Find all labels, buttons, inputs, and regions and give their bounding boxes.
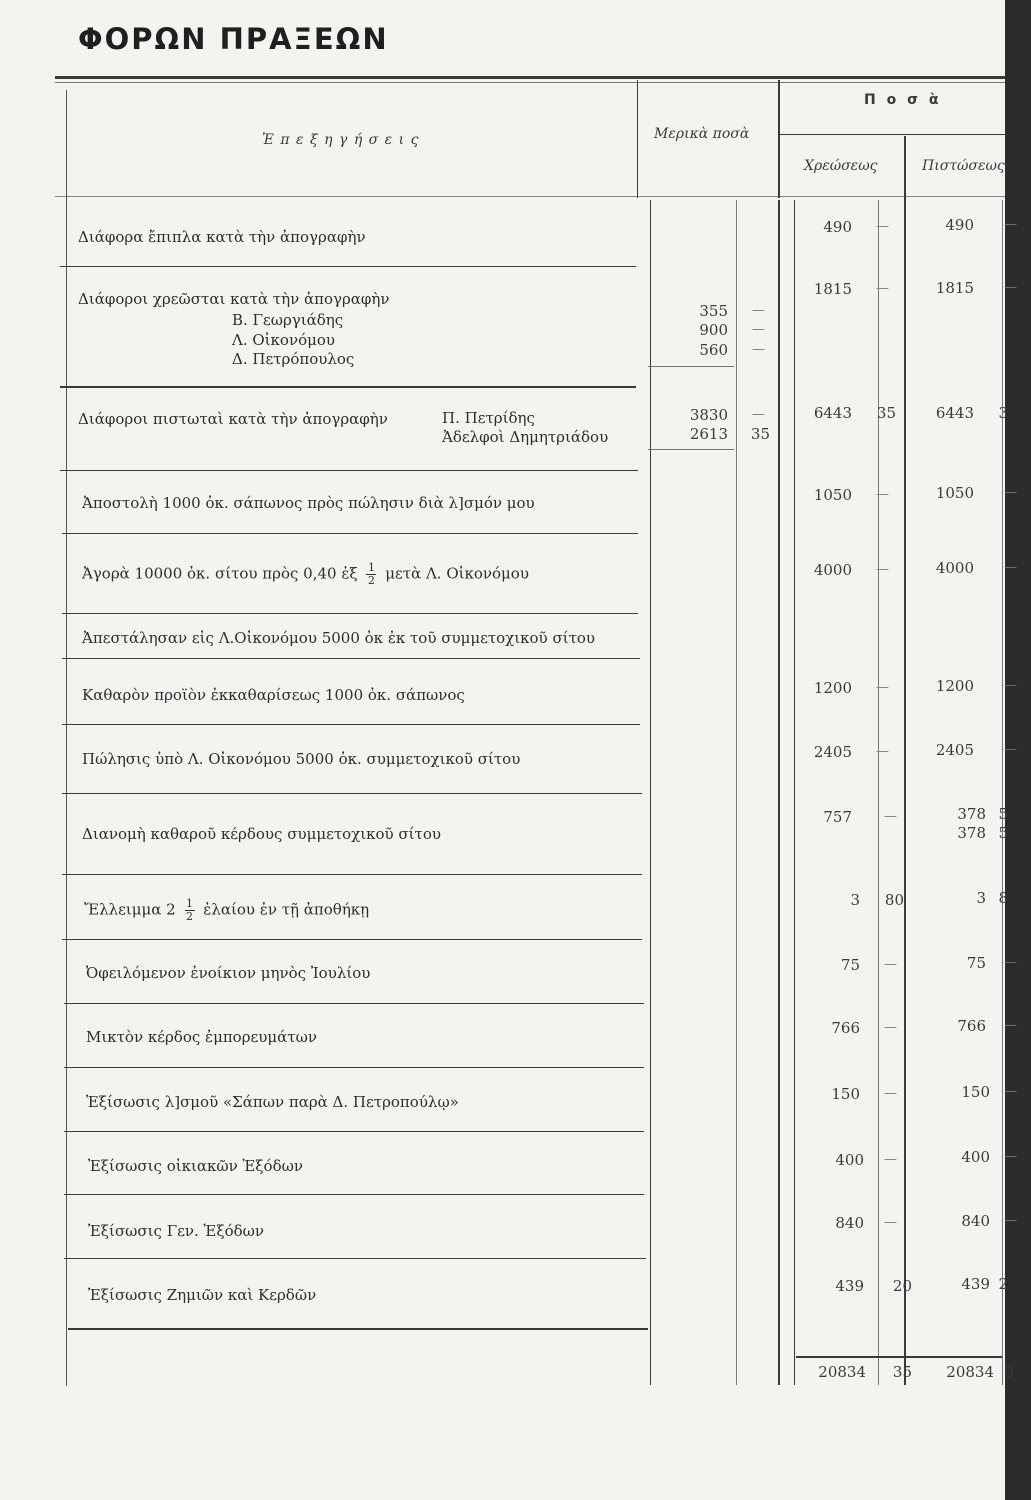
partial-cents: 35 [750,425,770,443]
header-bottom-rule [55,196,1005,197]
partial-amount: 900 [699,321,728,339]
entry-text: Ἀπεστάλησαν εἰς Λ.Οἰκονόμου 5000 ὀκ ἐκ τοῦ συμμετοχικοῦ σίτου [82,629,596,647]
credit-amount: 150 [961,1083,990,1101]
credit-cents: — [1004,560,1017,575]
partial-amount: 560 [699,341,728,359]
credit-amount: 4000 [935,559,974,577]
entry-text-part: Ἔλλειμμα 2 [84,900,176,919]
debit-cents: — [884,1152,897,1167]
credit-amount: 490 [945,216,974,234]
col-partial-right-2 [778,200,780,1385]
entry-text: Πώλησις ὑπὸ Λ. Οἰκονόμου 5000 ὀκ. συμμετοχικοῦ σίτου [82,750,521,768]
partial-amount: 355 [699,302,728,320]
debit-amount: 840 [835,1214,864,1232]
entry-text [84,898,369,923]
credit-cents: 5 [998,824,1008,842]
debit-cents: — [876,680,889,695]
partial-cents: — [752,322,765,337]
credit-amount: 6443 [935,404,974,422]
row-sep [62,874,642,875]
debit-amount: 766 [831,1019,860,1037]
credit-amount: 378 [957,805,986,823]
credit-cents: — [1004,280,1017,295]
credit-cents: — [1004,485,1017,500]
row-sep [62,533,638,534]
entry-text-part: Ἀγορὰ 10000 ὀκ. σίτου πρὸς 0,40 ἐξ [82,564,358,583]
entry-text: Ὀφειλόμενον ἐνοίκιον μηνὸς Ἰουλίου [86,964,371,982]
entry-subline: Π. Πετρίδης [442,409,535,427]
entry-text: Ἐξίσωσις Ζημιῶν καὶ Κερδῶν [88,1286,317,1304]
col-partial-dec [736,200,737,1385]
entry-text [82,562,529,587]
credit-cents: — [1004,955,1017,970]
debit-amount: 75 [840,956,860,974]
header-partial-amounts: Μερικὰ ποσὰ [654,126,750,142]
credit-amount: 439 [961,1275,990,1293]
credit-amount: 1050 [935,484,974,502]
top-rule-thin [55,82,1005,83]
entry-text: Ἐξίσωσις οἰκιακῶν Ἐξόδων [88,1157,303,1175]
row-sep [68,1328,648,1330]
col-partial-right [778,80,780,198]
header-debit: Χρεώσεως [804,158,878,174]
debit-amount: 6443 [813,404,852,422]
partial-cents: — [752,303,765,318]
entry-text: Ἀποστολὴ 1000 ὀκ. σάπωνος πρὸς πώλησιν διὰ λ]σμόν μου [82,494,535,512]
debit-cents: — [884,1215,897,1230]
entry-text: Διάφοροι πιστωταὶ κατὰ τὴν ἀπογραφὴν [78,410,388,428]
row-sep [64,1003,644,1004]
debit-cents: — [884,1086,897,1101]
row-sep [60,470,638,471]
entry-subline: Β. Γεωργιάδης [232,311,344,329]
credit-cents: 8 [998,889,1008,907]
total-credit-cents: 3 [1004,1363,1014,1381]
credit-amount: 2405 [935,741,974,759]
credit-amount: 75 [966,954,986,972]
credit-cents: 2 [998,1275,1008,1293]
partial-cents: — [752,342,765,357]
row-sep [64,1067,644,1068]
row-sep [60,386,636,388]
debit-amount: 150 [831,1085,860,1103]
credit-cents: — [1004,678,1017,693]
header-explanations: Ἐ π ε ξ η γ ή σ ε ι ς [262,132,420,148]
row-sep [62,939,642,940]
row-sep [60,266,636,267]
entry-text: Διανομὴ καθαροῦ κέρδους συμμετοχικοῦ σίτου [82,825,441,843]
fraction-numerator: 1 [367,561,375,574]
entry-subline: Λ. Οἰκονόμου [232,331,336,349]
debit-amount: 490 [823,218,852,236]
debit-amount: 1050 [813,486,852,504]
debit-cents: — [876,219,889,234]
entry-text: Ἐξίσωσις λ]σμοῦ «Σάπων παρὰ Δ. Πετροπούλῳ» [86,1093,459,1111]
page-title: ΦΟΡΩΝ ΠΡΑΞΕΩΝ [78,22,389,56]
col-debit-left [794,200,795,1385]
credit-amount: 378 [957,824,986,842]
row-sep [648,449,734,450]
credit-amount: 3 [976,889,986,907]
col-debit-dec [878,200,879,1385]
partial-cents: — [752,407,765,422]
total-debit-cents: 35 [892,1363,912,1381]
row-sep [62,613,638,614]
entry-text-part: ἐλαίου ἐν τῇ ἀποθήκῃ [203,900,370,919]
debit-amount: 439 [835,1277,864,1295]
credit-cents: — [1004,742,1017,757]
entry-text: Διάφορα ἔπιπλα κατὰ τὴν ἀπογραφὴν [78,228,366,246]
entry-subline: Ἀδελφοὶ Δημητριάδου [442,428,609,446]
entry-text-part: μετὰ Λ. Οἰκονόμου [385,564,529,583]
entry-text: Καθαρὸν προϊὸν ἐκκαθαρίσεως 1000 ὀκ. σάπωνος [82,686,465,704]
row-sep [64,1131,644,1132]
row-sep [62,724,640,725]
fraction-numerator: 1 [186,897,194,910]
debit-amount: 400 [835,1151,864,1169]
row-sep [62,658,640,659]
entry-subline: Δ. Πετρόπουλος [232,350,355,368]
credit-amount: 400 [961,1148,990,1166]
header-credit: Πιστώσεως [922,158,1005,174]
credit-amount: 1815 [935,279,974,297]
row-sep [64,1258,646,1259]
total-debit: 20834 [818,1363,866,1381]
credit-cents: — [1004,1018,1017,1033]
credit-cents: — [1004,1213,1017,1228]
header-amounts: Π ο σ ὰ [864,92,942,108]
col-left-border [66,90,67,1386]
credit-cents: — [1004,1149,1017,1164]
credit-cents: — [1004,217,1017,232]
debit-cents: 20 [892,1277,912,1295]
credit-amount: 1200 [935,677,974,695]
total-credit: 20834 [946,1363,994,1381]
header-sub-rule [778,134,1005,135]
debit-amount: 2405 [813,743,852,761]
debit-cents: — [876,562,889,577]
row-sep [648,366,734,367]
fraction-denominator: 2 [367,574,375,587]
credit-cents: — [1004,1084,1017,1099]
debit-amount: 4000 [813,561,852,579]
row-sep [62,793,642,794]
entry-text: Μικτὸν κέρδος ἐμπορευμάτων [86,1028,317,1046]
debit-cents: 35 [876,404,896,422]
col-explanations-right-2 [650,200,651,1385]
debit-amount: 757 [823,808,852,826]
credit-amount: 840 [961,1212,990,1230]
entry-text: Ἐξίσωσις Γεν. Ἐξόδων [88,1222,265,1240]
partial-amount: 2613 [689,425,728,443]
partial-amount: 3830 [689,406,728,424]
debit-cents: — [884,957,897,972]
col-debit-right [904,136,906,1385]
fraction-half [185,898,195,923]
credit-cents: 3 [998,404,1008,422]
credit-amount: 766 [957,1017,986,1035]
top-rule [55,76,1005,79]
col-explanations-right [637,80,638,198]
debit-amount: 1200 [813,679,852,697]
credit-cents: 5 [998,805,1008,823]
total-rule [796,1356,1002,1358]
debit-cents: 80 [884,891,904,909]
debit-cents: — [876,281,889,296]
debit-amount: 3 [850,891,860,909]
debit-cents: — [884,809,897,824]
debit-cents: — [876,487,889,502]
entry-text: Διάφοροι χρεῶσται κατὰ τὴν ἀπογραφὴν [78,290,390,308]
row-sep [64,1194,644,1195]
debit-amount: 1815 [813,280,852,298]
fraction-denominator: 2 [186,910,194,923]
col-credit-dec [1002,200,1003,1385]
debit-cents: — [884,1020,897,1035]
debit-cents: — [876,744,889,759]
fraction-half [366,562,376,587]
